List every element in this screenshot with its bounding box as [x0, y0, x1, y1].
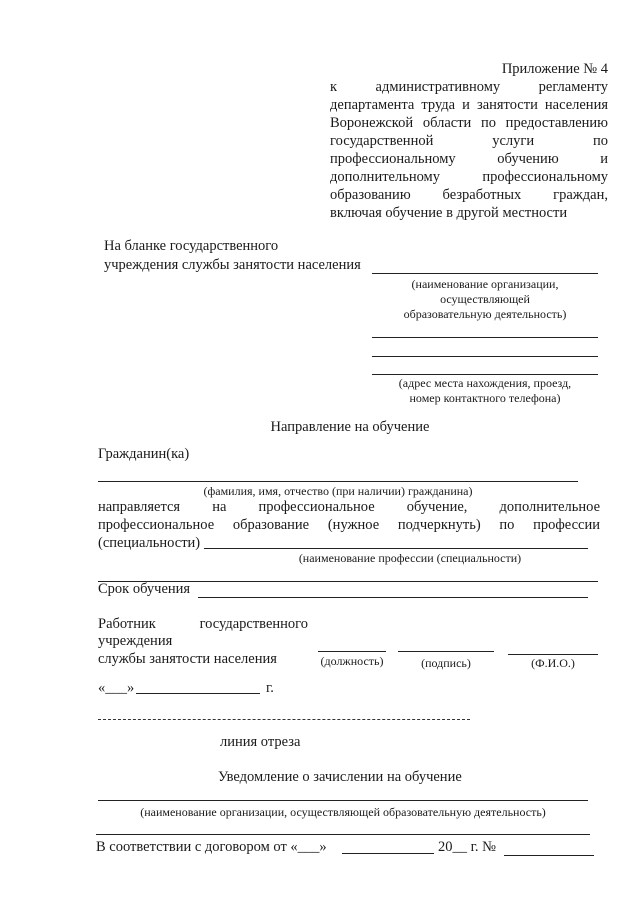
name-field[interactable]	[508, 654, 598, 655]
name-caption: (Ф.И.О.)	[531, 656, 575, 670]
date-month-field[interactable]	[136, 693, 260, 694]
date-year-suffix: г.	[266, 680, 274, 696]
contract-prefix: В соответствии с договором от «___»	[96, 839, 327, 855]
appendix-line: к административному регламенту	[330, 79, 608, 95]
org-name-field[interactable]	[372, 273, 598, 274]
date-day: «___»	[98, 680, 135, 696]
notice-org-field-2[interactable]	[96, 834, 590, 835]
contract-year: 20__ г. №	[438, 839, 497, 855]
worker-label-1	[98, 615, 308, 633]
profession-caption: (наименование профессии (специальности)	[298, 551, 522, 565]
letterhead-line-1: На бланке государственного	[104, 238, 279, 254]
position-caption: (должность)	[320, 654, 384, 668]
position-field[interactable]	[318, 651, 386, 652]
appendix-title: Приложение № 4	[501, 61, 608, 77]
appendix-line: Воронежской области по предоставлению	[330, 115, 608, 131]
signature-caption: (подпись)	[421, 656, 471, 670]
term-label: Срок обучения	[98, 581, 191, 597]
cut-line	[98, 719, 470, 720]
contract-month-field[interactable]	[342, 853, 434, 854]
term-field[interactable]	[198, 597, 588, 598]
notice-org-caption: (наименование организации, осуществляющей образовательную деятельность)	[140, 805, 546, 819]
citizen-name-field[interactable]	[98, 481, 578, 482]
notice-heading: Уведомление о зачислении на обучение	[218, 769, 462, 785]
signature-field[interactable]	[398, 651, 494, 652]
appendix-text	[330, 78, 608, 222]
letterhead-line-2: учреждения службы занятости населения	[104, 257, 361, 273]
referral-body	[98, 498, 600, 534]
worker-line-2: учреждения	[98, 633, 173, 649]
address-field-2[interactable]	[372, 356, 598, 357]
citizen-caption: (фамилия, имя, отчество (при наличии) гражданина)	[203, 484, 473, 498]
appendix-line: включая обучение в другой местности	[330, 205, 568, 221]
profession-field[interactable]	[204, 548, 588, 549]
org-caption-3: образовательную деятельность)	[403, 307, 567, 321]
referral-heading: Направление на обучение	[270, 419, 430, 435]
appendix-line: дополнительному профессиональному	[330, 169, 608, 185]
appendix-line: образованию безработных граждан,	[330, 187, 608, 203]
address-field-3[interactable]	[372, 374, 598, 375]
cut-label: линия отреза	[220, 734, 301, 750]
worker-line-1: Работник государственного	[98, 616, 308, 632]
referral-body-line-2: профессиональное образование (нужное подчеркнуть) по профессии	[98, 517, 600, 533]
referral-body-line-1: направляется на профессиональное обучение, дополнительное	[98, 499, 600, 515]
address-field-1[interactable]	[372, 337, 598, 338]
specialty-label: (специальности)	[98, 535, 201, 551]
contract-number-field[interactable]	[504, 855, 594, 856]
address-caption-1: (адрес места нахождения, проезд,	[398, 376, 572, 390]
worker-line-3: службы занятости населения	[98, 651, 277, 667]
org-caption-2: осуществляющей	[440, 292, 530, 306]
citizen-label: Гражданин(ка)	[98, 446, 190, 462]
address-caption-2: номер контактного телефона)	[409, 391, 561, 405]
notice-org-field[interactable]	[98, 800, 588, 801]
appendix-line: государственной услуги по	[330, 133, 608, 149]
org-caption-1: (наименование организации,	[411, 277, 559, 291]
appendix-line: профессиональному обучению и	[330, 151, 608, 167]
appendix-line: департамента труда и занятости населения	[330, 97, 608, 113]
